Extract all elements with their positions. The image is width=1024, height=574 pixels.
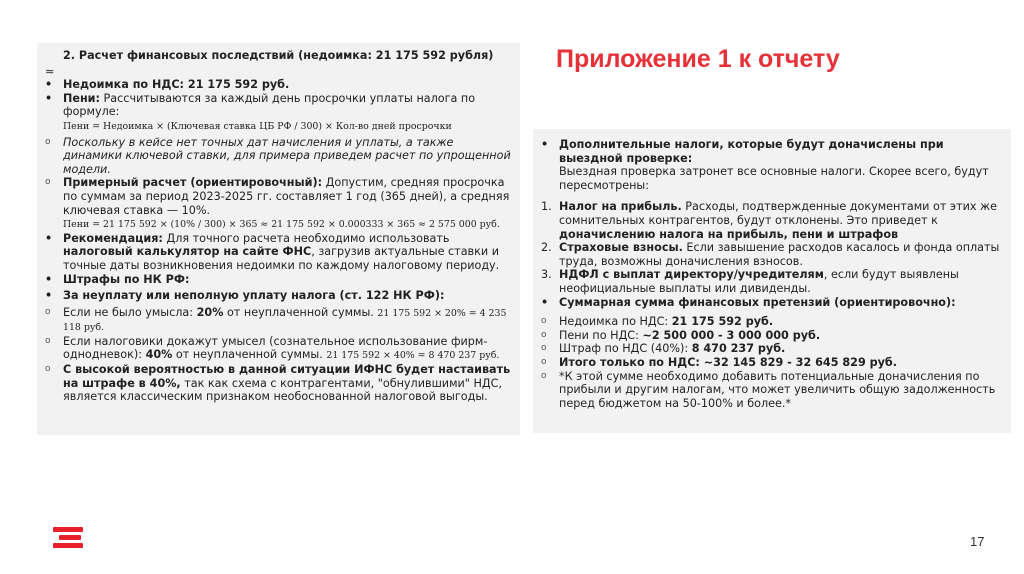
numbered-item: 2. Страховые взносы. Если завышение расходов касалось и фонда оплаты труда, возможны доначисления взносов. <box>541 241 1000 268</box>
list-item: o Штраф по НДС (40%): 8 470 237 руб. <box>541 342 786 356</box>
right-content-panel <box>533 129 1011 433</box>
list-item: o Если не было умысла: 20% от неуплаченной суммы. 21 175 592 × 20% = 4 235 118 руб. <box>45 305 507 334</box>
list-item: o *К этой сумме необходимо добавить потенциальные доначисления по прибыли и другим налогам, что может увеличить общую задолженность перед бюджетом на 50-100% и более.* <box>541 369 996 410</box>
list-item: • Штрафы по НК РФ: <box>45 272 190 286</box>
brand-logo-icon <box>53 527 83 549</box>
list-item: • Пени: Рассчитываются за каждый день просрочки уплаты налога по формуле: Пени = Недоимка × (Ключевая ставка ЦБ РФ / 300) × Кол-во дней просрочки <box>45 91 476 132</box>
section-heading: 2. Расчет финансовых последствий (недоимка: 21 175 592 рубля) <box>63 49 494 62</box>
list-item: • Рекомендация: Для точного расчета необходимо использовать налоговый калькулятор на сайте ФНС, загрузив актуальные ставки и точные даты возникновения недоимки по каждому налоговому периоду. <box>45 231 500 272</box>
left-content-panel <box>37 43 520 435</box>
list-item: o Итого только по НДС: ~32 145 829 - 32 645 829 руб. <box>541 355 897 369</box>
list-item: • Суммарная сумма финансовых претензий (ориентировочно): <box>541 295 956 309</box>
numbered-item: 3. НДФЛ с выплат директору/учредителям, если будут выявлены неофициальные выплаты или дивиденды. <box>541 268 959 295</box>
list-item: • Дополнительные налоги, которые будут доначислены при выездной проверке: Выездная проверка затронет все основные налоги. Скорее всего, будут пересмотрены: <box>541 138 989 192</box>
list-item: o Пени по НДС: ~2 500 000 - 3 000 000 руб. <box>541 328 821 342</box>
approx-marker: ≈ <box>45 64 55 78</box>
list-item: o С высокой вероятностью в данной ситуации ИФНС будет настаивать на штрафе в 40%, так как схема с контрагентами, "обнулившими" НДС, является классическим признаком необоснованной налоговой выгоды. <box>45 363 511 404</box>
list-item: o Если налоговики докажут умысел (сознательное использование фирм-однодневок): 40% от неуплаченной суммы. 21 175 592 × 40% = 8 470 237 руб. <box>45 334 500 362</box>
list-item: o Недоимка по НДС: 21 175 592 руб. <box>541 315 774 329</box>
list-item: o Примерный расчет (ориентировочный): Допустим, средняя просрочка по суммам за период 2023-2025 гг. составляет 1 год (365 дней), а средняя ключевая ставка — 10%. Пени = 21 175 592 × (10% / 300) × 365 ≈ 21 175 592 × 0.000333 × 365 ≈ 2 575 000 руб. <box>45 176 510 231</box>
list-item: • За неуплату или неполную уплату налога (ст. 122 НК РФ): <box>45 289 445 303</box>
page-number: 17 <box>970 534 985 549</box>
list-item: o Поскольку в кейсе нет точных дат начисления и уплаты, а также динамики ключевой ставки, для примера приведем расчет по упрощенной модели. <box>45 135 511 176</box>
list-item: • Недоимка по НДС: 21 175 592 руб. <box>45 78 290 92</box>
numbered-item: 1. Налог на прибыль. Расходы, подтвержденные документами от этих же сомнительных контрагентов, будут отклонены. Это приведет к доначислению налога на прибыль, пени и штрафов <box>541 200 997 241</box>
slide-title: Приложение 1 к отчету <box>556 45 840 73</box>
